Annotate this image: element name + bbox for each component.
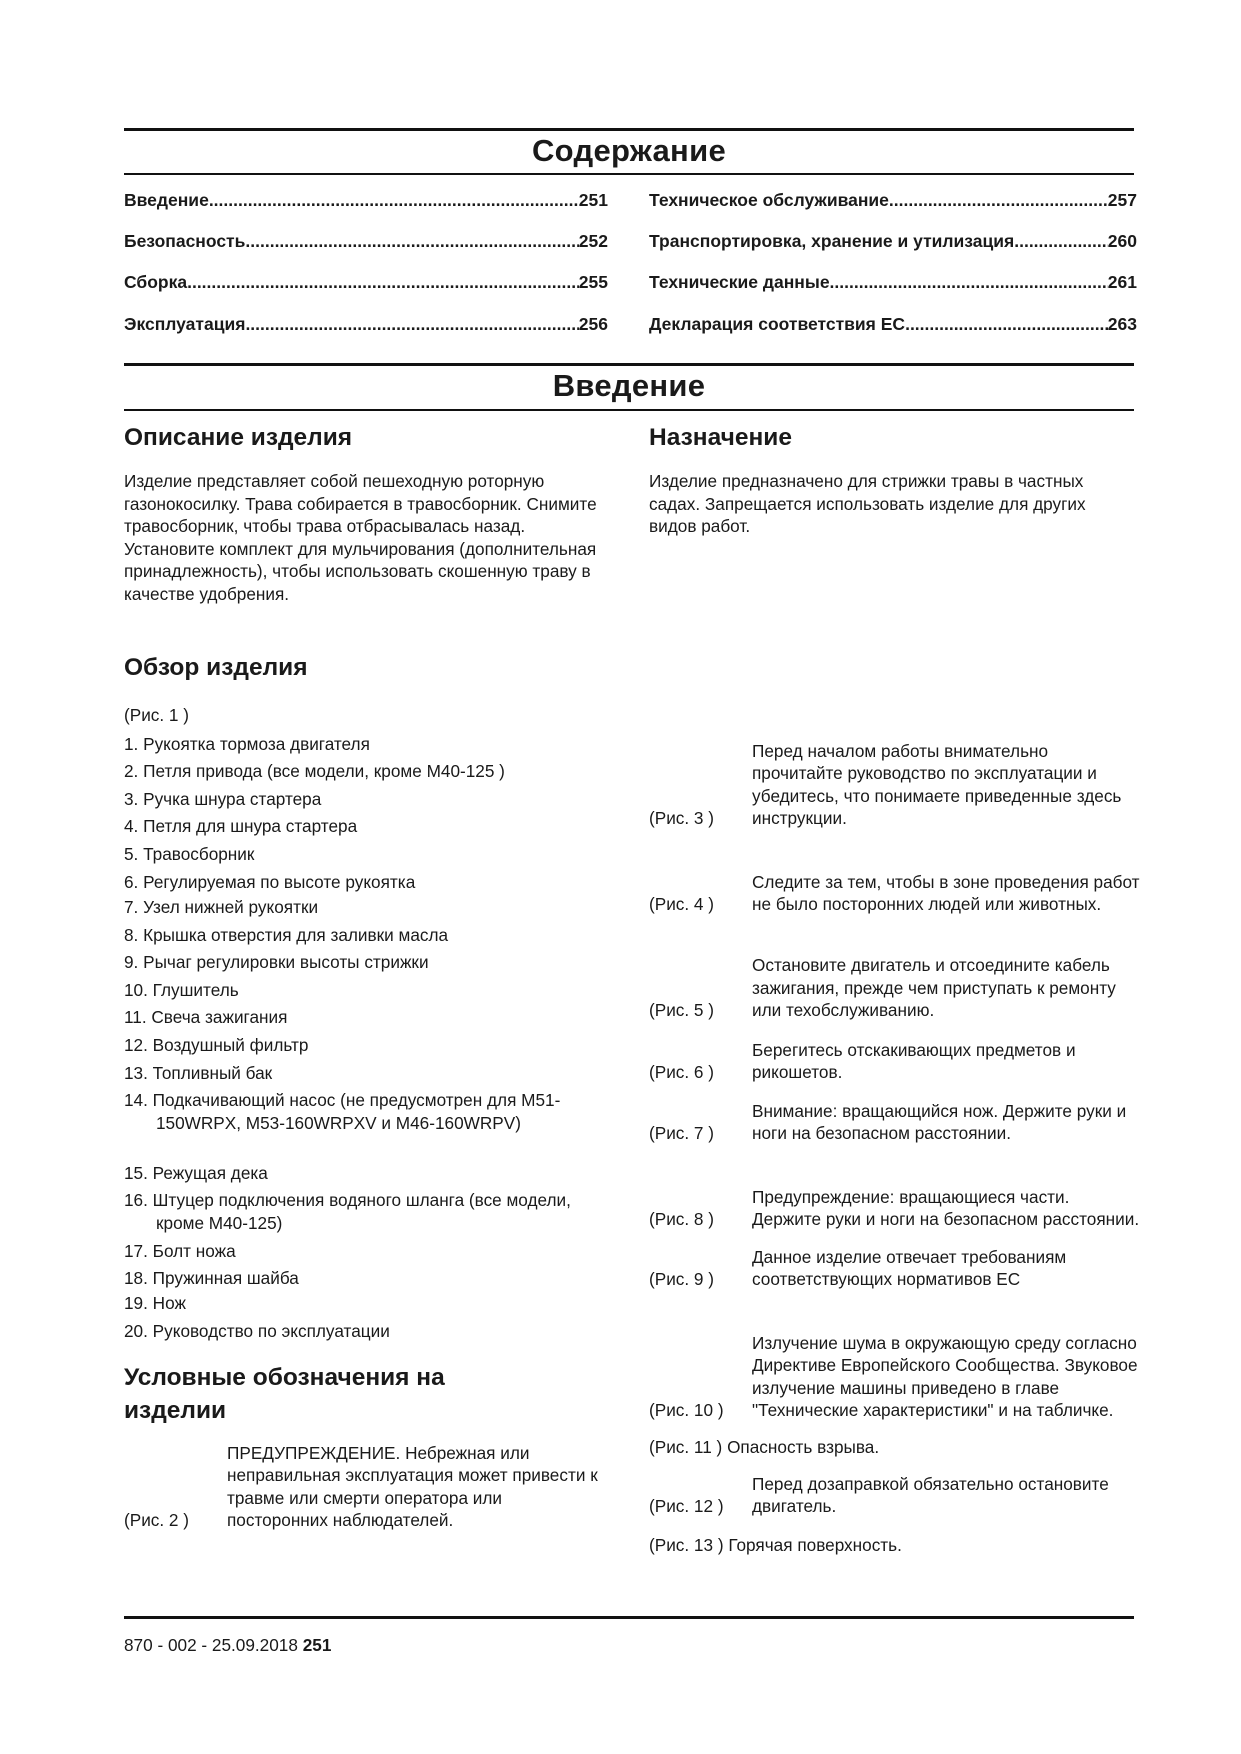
symbol-figure-ref: (Рис. 3 ) [649,808,714,829]
toc-entry-label: Сборка [124,272,188,292]
toc-title-rule [124,173,1134,175]
overview-list-item: 17. Болт ножа [124,1241,236,1261]
toc-entry-label: Введение [124,190,209,210]
purpose-heading: Назначение [649,424,792,451]
overview-list-item: 12. Воздушный фильтр [124,1035,309,1055]
symbol-description: Перед началом работы внимательно прочитайте руководство по эксплуатации и убедитесь, что понимаете приведенные здесь инструкции. [752,740,1122,829]
toc-entry-page: 256 [578,314,608,334]
toc-leader-dots [1014,230,1108,252]
symbol-figure-ref: (Рис. 9 ) [649,1269,714,1290]
footer-rule [124,1616,1134,1619]
toc-entry-label: Эксплуатация [124,314,246,334]
symbol-figure-ref: (Рис. 7 ) [649,1123,714,1144]
symbol-description: Горячая поверхность. [728,1535,902,1555]
overview-list-item: 7. Узел нижней рукоятки [124,897,319,917]
overview-list-item: 11. Свеча зажигания [124,1007,288,1027]
toc-leader-dots [889,189,1108,211]
toc-entry[interactable] [124,189,608,211]
symbol-entry [649,1099,1137,1145]
overview-list-item: 9. Рычаг регулировки высоты стрижки [124,952,429,972]
overview-figure-ref: (Рис. 1 ) [124,705,189,725]
symbol-figure-ref: (Рис. 13 ) [649,1535,724,1555]
overview-list-item: 8. Крышка отверстия для заливки масла [124,925,449,945]
overview-list-item: 5. Травосборник [124,844,255,864]
symbol-entry [649,1161,1140,1231]
toc-entry-label: Декларация соответствия ЕС [649,314,906,334]
symbol-description: Опасность взрыва. [727,1437,880,1457]
toc-leader-dots [905,313,1108,335]
footer-doc-info: 870 - 002 - 25.09.2018 [124,1635,298,1655]
overview-list-item: 14. Подкачивающий насос (не предусмотрен для M51-150WRPX, M53-160WRPXV и M46-160WRPV) [124,1090,561,1133]
toc-entry[interactable] [124,271,608,293]
toc-entry-label: Техническое обслуживание [649,190,889,210]
toc-title: Содержание [532,133,726,168]
overview-list-item: 16. Штуцер подключения водяного шланга (все модели, кроме M40-125) [124,1190,571,1233]
symbol-entry [649,1472,1137,1518]
symbol-entry-warning [124,1440,608,1532]
overview-list-item: 20. Руководство по эксплуатации [124,1321,390,1341]
footer-page-number: 251 [302,1635,332,1655]
symbol-figure-ref: (Рис. 10 ) [649,1400,724,1421]
toc-entry-page: 255 [578,272,608,292]
toc-entry[interactable] [649,230,1137,252]
symbol-entry [649,738,1137,830]
overview-list-item: 18. Пружинная шайба [124,1268,299,1288]
overview-heading: Обзор изделия [124,654,308,681]
top-rule [124,128,1134,131]
toc-entry-label: Технические данные [649,272,830,292]
symbol-description: Излучение шума в окружающую среду согласно Директиве Европейского Сообщества. Звуковое излучение машины приведено в главе "Технические характеристики" и на табличке. [752,1332,1138,1421]
toc-entry-page: 257 [1107,190,1137,210]
symbol-figure-ref: (Рис. 8 ) [649,1209,714,1230]
overview-list-item: 19. Нож [124,1293,186,1313]
toc-entry[interactable] [649,271,1137,293]
symbol-description: Остановите двигатель и отсоедините кабель зажигания, прежде чем приступать к ремонту или техобслуживанию. [752,955,1116,1021]
toc-entry[interactable] [649,313,1137,335]
toc-entry-label: Безопасность [124,231,246,251]
symbol-figure-ref: (Рис. 2 ) [124,1510,189,1531]
symbol-entry [649,1038,1137,1084]
symbol-entry-inline [649,1436,879,1459]
symbol-figure-ref: (Рис. 12 ) [649,1496,724,1517]
symbol-description: Данное изделие отвечает требованиям соответствующих нормативов ЕС [752,1246,1067,1290]
symbol-description: Перед дозаправкой обязательно остановите двигатель. [752,1473,1109,1517]
symbol-figure-ref: (Рис. 5 ) [649,1000,714,1021]
overview-list-item: 15. Режущая дека [124,1163,268,1183]
symbol-description: Следите за тем, чтобы в зоне проведения работ не было посторонних людей или животных. [752,871,1140,915]
overview-list-item: 13. Топливный бак [124,1063,273,1083]
overview-list-item: 10. Глушитель [124,980,239,1000]
symbols-heading-line: изделии [124,1397,227,1424]
toc-leader-dots [245,313,578,335]
overview-list-item: 3. Ручка шнура стартера [124,789,322,809]
toc-entry-label: Транспортировка, хранение и утилизация [649,231,1015,251]
overview-list-item: 4. Петля для шнура стартера [124,816,358,836]
toc-entry-page: 260 [1107,231,1137,251]
toc-entry[interactable] [649,189,1137,211]
symbol-description: Внимание: вращающийся нож. Держите руки и ноги на безопасном расстоянии. [752,1100,1127,1144]
intro-top-rule [124,363,1134,366]
description-text: Изделие представляет собой пешеходную роторную газонокосилку. Трава собирается в травосборник. Снимите травосборник, чтобы трава отбрасывалась назад. Установите комплект для мульчирования (дополнительная принадлежность), чтобы использовать скошенную траву в качестве удобрения. [124,471,597,604]
purpose-text: Изделие предназначено для стрижки травы в частных садах. Запрещается использовать изделие для других видов работ. [649,471,1086,537]
symbol-description: ПРЕДУПРЕЖДЕНИЕ. Небрежная или неправильная эксплуатация может привести к травме или смерти оператора или посторонних наблюдателей. [227,1442,598,1531]
symbol-entry [649,1245,1137,1291]
intro-title: Введение [552,368,706,403]
symbol-description: Берегитесь отскакивающих предметов и рикошетов. [752,1039,1076,1083]
overview-list-item: 1. Рукоятка тормоза двигателя [124,734,370,754]
toc-entry-page: 263 [1107,314,1137,334]
symbol-figure-ref: (Рис. 11 ) [649,1437,723,1457]
toc-entry-page: 251 [578,190,608,210]
symbol-entry [649,846,1140,916]
symbol-entry [649,1306,1137,1422]
toc-leader-dots [187,271,579,293]
symbols-heading-line: Условные обозначения на [124,1364,445,1391]
toc-leader-dots [245,230,578,252]
intro-title-rule [124,409,1134,411]
symbols-heading [124,1361,445,1427]
toc-leader-dots [830,271,1108,293]
symbol-entry [649,930,1137,1022]
toc-entry-page: 252 [578,231,608,251]
toc-entry[interactable] [124,230,608,252]
toc-entry-page: 261 [1107,272,1137,292]
symbol-figure-ref: (Рис. 6 ) [649,1062,714,1083]
symbol-figure-ref: (Рис. 4 ) [649,894,714,915]
overview-list-item: 2. Петля привода (все модели, кроме M40-125 ) [124,761,505,781]
toc-leader-dots [209,189,579,211]
toc-entry[interactable] [124,313,608,335]
symbol-description: Предупреждение: вращающиеся части. Держите руки и ноги на безопасном расстоянии. [752,1186,1140,1230]
page-footer [124,1634,331,1656]
symbol-entry-inline [649,1534,902,1557]
overview-list-item: 6. Регулируемая по высоте рукоятка [124,872,416,892]
description-heading: Описание изделия [124,424,353,451]
